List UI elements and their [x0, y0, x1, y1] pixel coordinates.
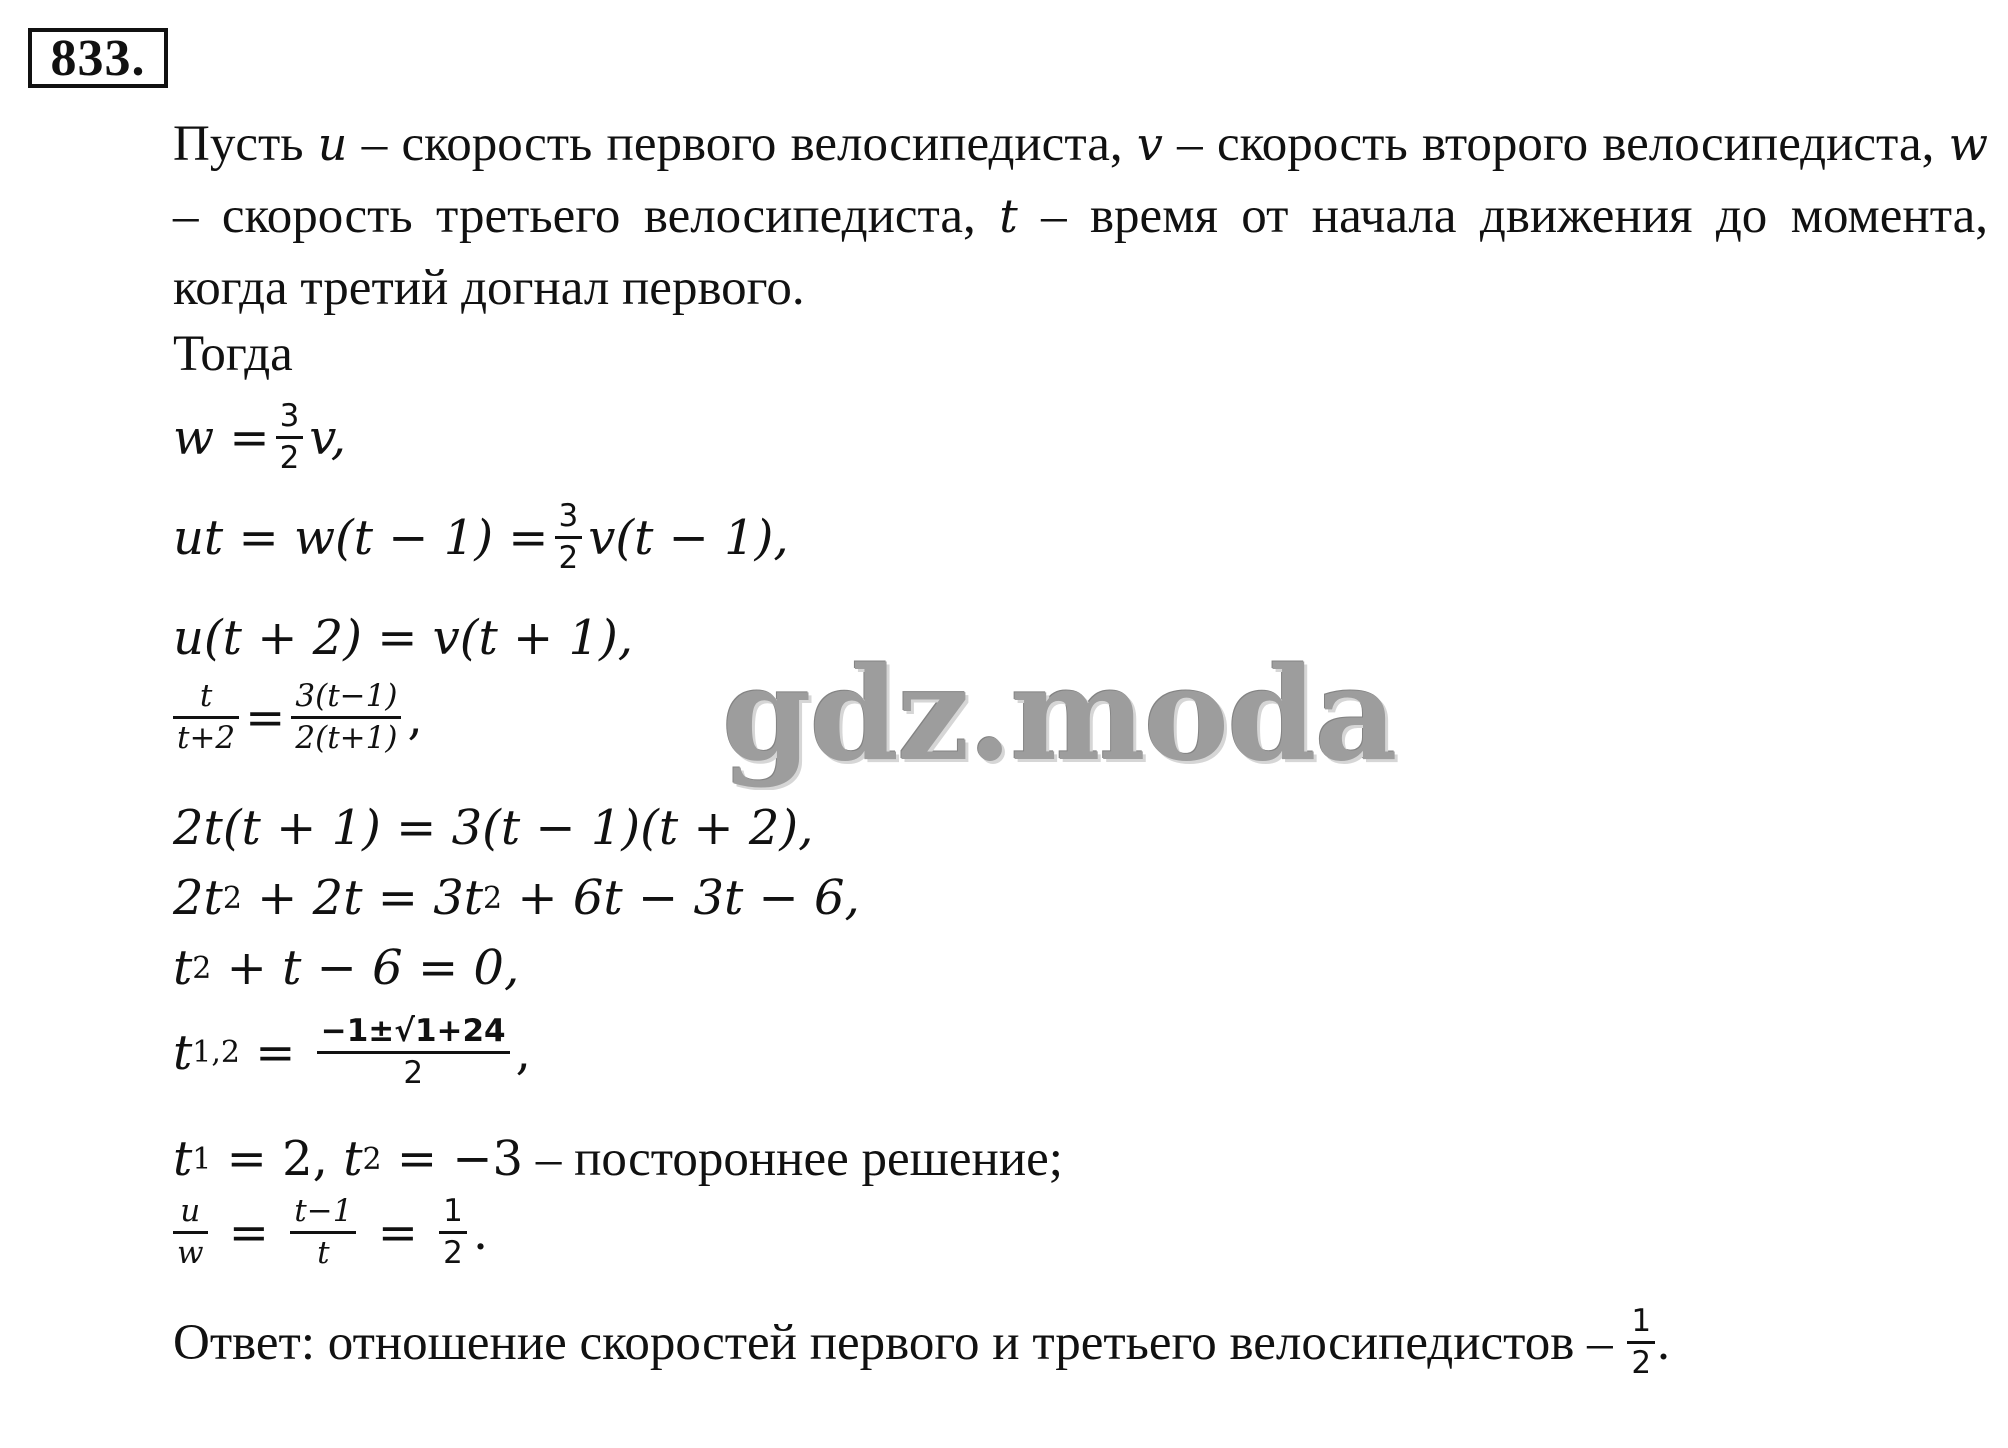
equation-4 — [173, 680, 423, 755]
eq2-frac-num: 3 — [558, 498, 579, 534]
eq1-rhs: v, — [309, 409, 346, 466]
fraction-bar — [1627, 1341, 1655, 1344]
answer-fraction — [1627, 1305, 1655, 1380]
eq6-c: + 6t − 3t − 6, — [502, 870, 860, 926]
fraction-bar — [317, 1051, 510, 1054]
eq10-equals-2: = — [362, 1204, 434, 1261]
fraction-bar — [291, 716, 401, 719]
answer-tail: . — [1657, 1314, 1670, 1371]
eq9-t2-sub: 2 — [362, 1141, 382, 1177]
fraction-bar — [173, 716, 239, 719]
eq10-tail: . — [472, 1204, 489, 1261]
eq9-t1: t — [173, 1131, 193, 1187]
fraction-bar — [276, 436, 304, 439]
equation-5 — [173, 800, 813, 856]
var-t: t — [999, 189, 1018, 243]
eq2-rhs: v(t − 1), — [588, 509, 789, 566]
eq6-a-exp: 2 — [222, 880, 242, 916]
intro-text-2: – скорость первого велосипедиста, — [347, 116, 1137, 172]
fraction-bar — [290, 1231, 356, 1234]
watermark: gdz.moda — [722, 640, 1396, 790]
eq9-t2: t — [343, 1131, 363, 1187]
eq5-text: 2t(t + 1) = 3(t − 1)(t + 2), — [173, 800, 814, 856]
fraction-bar — [439, 1231, 467, 1234]
eq4-equals: = — [245, 689, 286, 746]
intro-text-1: Пусть — [173, 116, 318, 172]
equation-10 — [173, 1195, 488, 1270]
eq6-b: + 2t = 3t — [241, 870, 484, 926]
equation-1 — [173, 400, 346, 475]
eq9-t1-sub: 1 — [192, 1141, 212, 1177]
eq1-lhs: w = — [173, 409, 270, 466]
eq3-text: u(t + 2) = v(t + 1), — [173, 610, 634, 666]
eq9-mid: = 2, — [211, 1131, 344, 1187]
eq10-f1-num: u — [180, 1193, 201, 1229]
eq10-f1-den: w — [177, 1235, 204, 1271]
eq10-f2-num: t−1 — [294, 1193, 353, 1229]
equation-3 — [173, 610, 633, 666]
eq2-frac-den: 2 — [558, 540, 579, 576]
answer-line — [173, 1305, 1670, 1380]
eq4-fraction-2 — [291, 680, 401, 755]
eq8-den: 2 — [403, 1055, 424, 1091]
eq2-fraction — [555, 500, 583, 575]
eq1-frac-num: 3 — [279, 398, 300, 434]
eq10-fraction-3 — [439, 1195, 467, 1270]
equation-9 — [173, 1130, 1063, 1188]
eq9-note: – постороннее решение; — [523, 1131, 1063, 1187]
equation-6 — [173, 870, 860, 926]
eq4-f2-num: 3(t−1) — [295, 678, 398, 714]
var-u: u — [317, 117, 348, 171]
var-v: v — [1136, 117, 1163, 171]
eq4-f1-num: t — [199, 678, 213, 714]
eq8-num: −1±√1+24 — [320, 1013, 506, 1049]
eq9-rest: = −3 — [381, 1131, 524, 1187]
eq7-a: t — [173, 940, 193, 996]
intro-text-3: – скорость второго велосипедиста, — [1162, 116, 1949, 172]
intro-paragraph — [173, 108, 1988, 324]
intro-text-5: – время от начала движения до момента, когда третий догнал первого. — [173, 188, 1988, 316]
eq7-a-exp: 2 — [192, 950, 212, 986]
eq4-tail: , — [407, 689, 423, 746]
eq7-b: + t − 6 = 0, — [211, 940, 520, 996]
problem-number: 833. — [28, 28, 168, 88]
fraction-bar — [173, 1231, 208, 1234]
answer-frac-den: 2 — [1631, 1345, 1652, 1381]
eq6-b-exp: 2 — [483, 880, 503, 916]
eq4-f1-den: t+2 — [177, 720, 236, 756]
var-w: w — [1948, 117, 1989, 171]
eq8-tail: , — [515, 1024, 531, 1081]
eq10-f3-den: 2 — [443, 1235, 463, 1271]
eq2-lhs: ut = w(t − 1) = — [173, 509, 549, 566]
eq10-f3-num: 1 — [443, 1193, 463, 1229]
eq4-fraction-1 — [173, 680, 239, 755]
eq8-lhs: t — [173, 1024, 193, 1081]
eq10-equals-1: = — [213, 1204, 285, 1261]
eq10-f2-den: t — [317, 1235, 330, 1271]
eq8-fraction — [317, 1015, 510, 1090]
answer-frac-num: 1 — [1631, 1303, 1652, 1339]
eq1-fraction — [276, 400, 304, 475]
eq4-f2-den: 2(t+1) — [295, 720, 398, 756]
equation-8 — [173, 1015, 531, 1090]
then-label: Тогда — [173, 326, 293, 382]
eq10-fraction-1 — [173, 1195, 208, 1270]
eq10-fraction-2 — [290, 1195, 356, 1270]
intro-text-4: – скорость третьего велосипедиста, — [173, 188, 1000, 244]
eq8-equals: = — [240, 1024, 311, 1081]
eq6-a: 2t — [173, 870, 223, 926]
fraction-bar — [555, 536, 583, 539]
eq1-frac-den: 2 — [279, 440, 300, 476]
answer-text: Ответ: отношение скоростей первого и третьего велосипедистов – — [173, 1314, 1626, 1371]
equation-2 — [173, 500, 789, 575]
equation-7 — [173, 940, 519, 996]
eq8-lhs-sub: 1,2 — [192, 1035, 241, 1070]
